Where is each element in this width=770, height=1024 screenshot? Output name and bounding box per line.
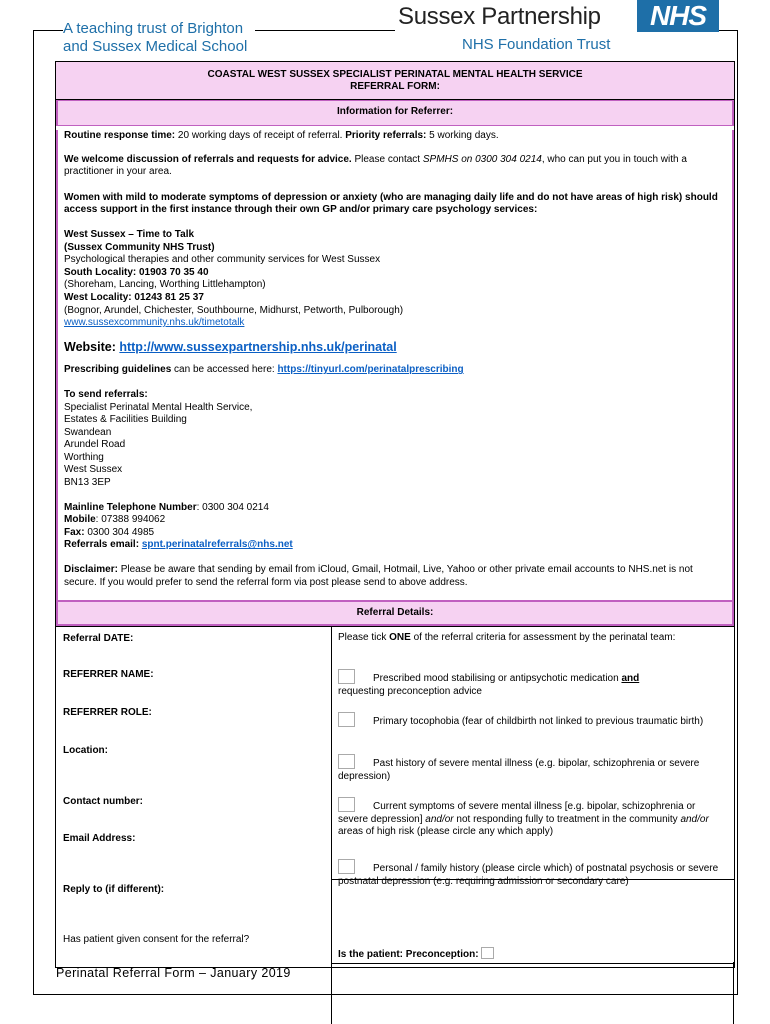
address-line: West Sussex [64,464,123,476]
mainline-label: Mainline Telephone Number [64,501,197,513]
mobile-label: Mobile [64,514,96,526]
address-line: Estates & Facilities Building [64,414,187,426]
criterion-3 [338,754,723,783]
south-areas: (Shoreham, Lancing, Worthing Littlehampton) [64,279,266,291]
criterion-4-andor: and/or [425,813,454,825]
consent-question: Has patient given consent for the referral? [63,934,250,945]
referrer-name-field[interactable]: REFERRER NAME: [63,669,154,680]
ttt-title: West Sussex – Time to Talk [64,228,195,240]
fax-value: 0300 304 4985 [84,526,155,538]
email-address-field[interactable]: Email Address: [63,833,136,844]
trust-line-1: A teaching trust of Brighton [63,20,244,37]
website-link[interactable]: http://www.sussexpartnership.nhs.uk/perinatal [119,339,397,354]
preconception-label: Is the patient: Preconception: [338,949,479,960]
ttt-trust: (Sussex Community NHS Trust) [64,241,215,253]
trust-affiliation [63,20,247,56]
criterion-1-text: Prescribed mood stabilising or antipsychotic medication [373,673,622,684]
criteria-intro-one: ONE [389,632,411,643]
frame-line [733,962,734,1024]
priority-label: Priority referrals: [345,130,427,141]
criterion-4 [338,797,723,839]
mobile-value: : 07388 994062 [95,514,166,526]
criterion-2 [338,712,723,729]
prescribing-label: Prescribing guidelines [64,364,172,376]
criterion-3-checkbox[interactable] [338,754,355,769]
contact-number-field[interactable]: Contact number: [63,796,143,807]
frame-line [719,30,738,31]
south-locality: South Locality: 01903 70 35 40 [64,266,209,278]
fax-label: Fax: [64,526,85,538]
criterion-1-and: and [621,673,640,684]
frame-line [33,30,63,31]
location-field[interactable]: Location: [63,745,108,756]
trust-line-2: and Sussex Medical School [63,38,248,55]
criterion-1-text-2: requesting preconception advice [338,685,482,697]
priority-text: 5 working days. [426,130,499,141]
form-title-line-2: REFERRAL FORM: [350,81,440,92]
criterion-4-andor-2: and/or [680,813,709,825]
west-locality: West Locality: 01243 81 25 37 [64,291,204,303]
criteria-intro: Please tick [338,632,390,643]
frame-border-left [33,30,34,995]
address-line: Worthing [64,451,104,463]
women-guidance: Women with mild to moderate symptoms of depression or anxiety (who are managing daily life and do not have areas of high risk) should access support in the first instance through their own GP and/or primary care psychology services: [64,191,718,216]
disclaimer-text: Please be aware that sending by email from iCloud, Gmail, Hotmail, Live, Yahoo or other private email accounts to NHS.net is not secure. If you would prefer to send the referral form via post please send to above address. [64,564,693,588]
criterion-1-checkbox[interactable] [338,669,355,684]
address-line: Arundel Road [64,439,126,451]
criterion-3-text: Past history of severe mental illness (e.g. bipolar, schizophrenia or severe depression) [338,758,700,782]
form-title-line-1: COASTAL WEST SUSSEX SPECIALIST PERINATAL MENTAL HEALTH SERVICE [207,69,583,80]
criterion-5-checkbox[interactable] [338,859,355,874]
prescribing-link[interactable]: https://tinyurl.com/perinatalprescribing [277,364,464,376]
address-line: Specialist Perinatal Mental Health Service, [64,401,253,413]
criterion-4-text-2: not responding fully to treatment in the community [453,813,681,825]
address-line: BN13 3EP [64,477,111,489]
west-areas: (Bognor, Arundel, Chichester, Southbourne, Midhurst, Petworth, Pulborough) [64,304,404,316]
address-line: Swandean [64,426,112,438]
criterion-2-checkbox[interactable] [338,712,355,727]
org-subtitle: NHS Foundation Trust [462,36,611,53]
criterion-4-text: Current symptoms of severe mental illness [e.g. bipolar, schizophrenia or severe depression] [338,801,696,825]
referrer-information [56,130,734,600]
routine-text: 20 working days of receipt of referral. [175,130,346,141]
referral-form [55,61,735,968]
prescribing-text: can be accessed here: [171,364,278,376]
form-title [56,62,734,100]
criterion-2-text: Primary tocophobia (fear of childbirth not linked to previous traumatic birth) [373,716,704,727]
frame-border-bottom [33,994,737,995]
referral-date-field[interactable]: Referral DATE: [63,633,134,644]
reply-to-field[interactable]: Reply to (if different): [63,884,165,895]
nhs-logo: NHS [637,0,719,32]
criteria-intro-post: of the referral criteria for assessment by the perinatal team: [410,632,676,643]
details-header: Referral Details: [56,600,734,626]
org-title: Sussex Partnership [398,3,601,30]
frame-line [255,30,395,31]
website-label: Website: [64,339,120,354]
frame-border-right [737,30,738,995]
welcome-phone: SPMHS on 0300 304 0214 [422,153,542,165]
ttt-link[interactable]: www.sussexcommunity.nhs.uk/timetotalk [64,317,245,329]
criterion-4-checkbox[interactable] [338,797,355,812]
patient-status-box [331,879,735,964]
ttt-description: Psychological therapies and other community services for West Sussex [64,254,381,266]
frame-line [331,962,332,1024]
info-header: Information for Referrer: [56,100,734,126]
mainline-value: : 0300 304 0214 [196,501,269,513]
footer-text: Perinatal Referral Form – January 2019 [56,966,291,980]
criterion-1 [338,669,723,698]
criterion-5-text: Personal / family history (please circle which) of postnatal psychosis or severe postnatal depression (e.g. requiring admission or secondary care) [338,863,719,887]
send-referrals-title: To send referrals: [64,388,148,400]
disclaimer-label: Disclaimer: [64,564,118,576]
routine-label: Routine response time: [64,130,176,141]
referrals-email-label: Referrals email: [64,539,142,551]
referrer-role-field[interactable]: REFERRER ROLE: [63,707,152,718]
referrals-email-link[interactable]: spnt.perinatalreferrals@nhs.net [141,539,293,551]
welcome-text: Please contact [351,153,423,165]
preconception-checkbox[interactable] [481,947,494,959]
welcome-text-2: , who can put you in touch with a practitioner in your area. [64,153,687,178]
welcome-bold: We welcome discussion of referrals and requests for advice. [64,153,352,165]
criterion-4-text-3: areas of high risk (please circle any which apply) [338,826,554,837]
